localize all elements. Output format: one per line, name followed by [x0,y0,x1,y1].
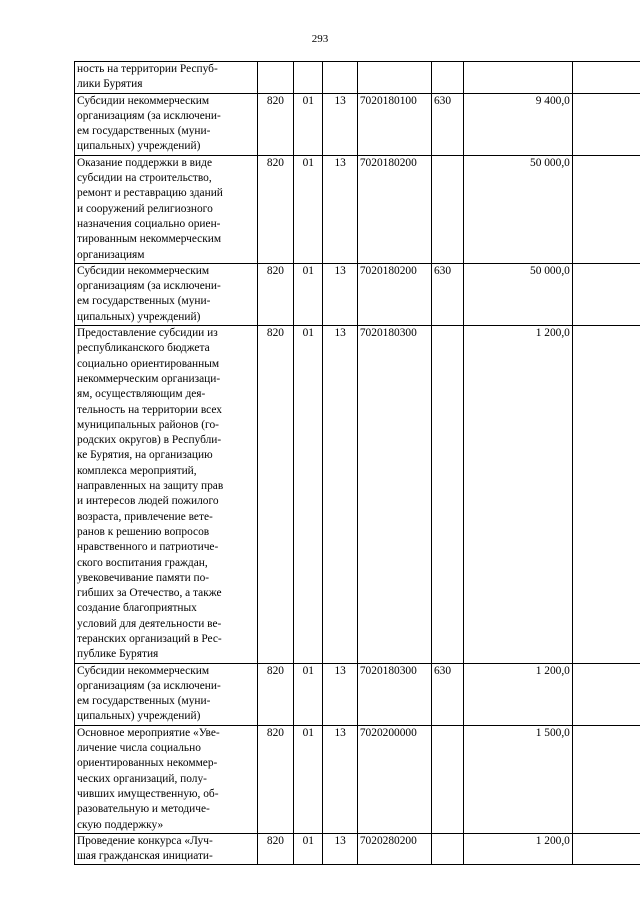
row-name-line: публике Бурятия [77,648,159,661]
empty-cell [572,93,640,155]
expense-type-cell: 630 [431,663,463,725]
row-name-line: личение числа социально [77,742,201,755]
expense-type-cell [431,155,463,263]
amount-cell [464,62,573,94]
row-name-line: тельность на территории всех [77,403,222,416]
row-name-line: Оказание поддержки в виде [77,156,212,169]
row-name-line: скую поддержку» [77,818,164,831]
section-cell [294,62,323,94]
row-name-line: Основное мероприятие «Уве- [77,726,220,739]
row-name-line: родских округов) в Республи- [77,434,222,447]
row-name-line: гибших за Отечество, а также [77,587,222,600]
org-code-cell: 820 [257,725,294,833]
row-name-line: организациям (за исключени- [77,109,221,122]
row-name-line: теранских организаций в Рес- [77,632,222,645]
expense-type-cell [431,326,463,664]
table-row [75,62,640,94]
row-name-cell [75,326,258,664]
row-name-line: лики Бурятия [77,78,143,91]
row-name-line: ремонт и реставрацию зданий [77,187,223,200]
subsection-cell: 13 [323,725,357,833]
amount-cell: 1 200,0 [464,833,573,865]
empty-cell [572,833,640,865]
row-name-line: условий для деятельности ве- [77,617,222,630]
expense-type-cell [431,725,463,833]
empty-cell [572,62,640,94]
subsection-cell: 13 [323,663,357,725]
row-name-line: направленных на защиту прав [77,480,224,493]
org-code-cell: 820 [257,663,294,725]
org-code-cell: 820 [257,326,294,664]
budget-table [74,61,640,865]
row-name-line: комплекса мероприятий, [77,464,197,477]
empty-cell [572,663,640,725]
amount-cell: 50 000,0 [464,263,573,325]
section-cell: 01 [294,663,323,725]
table-row [75,326,640,664]
amount-cell: 9 400,0 [464,93,573,155]
page-number: 293 [311,33,329,45]
row-name-line: ем государственных (муни- [77,125,211,138]
amount-cell: 1 500,0 [464,725,573,833]
row-name-line: ципальных) учреждений) [77,710,201,723]
row-name-line: возраста, привлечение вете- [77,510,213,523]
target-article-cell: 7020180200 [357,155,431,263]
table-row [75,663,640,725]
target-article-cell: 7020180200 [357,263,431,325]
amount-cell: 1 200,0 [464,663,573,725]
row-name-line: и интересов людей пожилого [77,495,219,508]
budget-table-body [75,62,640,865]
row-name-line: нравственного и патриотиче- [77,541,219,554]
subsection-cell: 13 [323,833,357,865]
row-name-line: ям, осуществляющим дея- [77,388,206,401]
row-name-cell [75,663,258,725]
subsection-cell: 13 [323,155,357,263]
row-name-line: ранов к решению вопросов [77,525,210,538]
section-cell: 01 [294,326,323,664]
section-cell: 01 [294,725,323,833]
expense-type-cell: 630 [431,263,463,325]
row-name-line: муниципальных районов (го- [77,418,219,431]
org-code-cell: 820 [257,93,294,155]
org-code-cell: 820 [257,833,294,865]
row-name-cell [75,93,258,155]
row-name-line: ского воспитания граждан, [77,556,208,569]
row-name-line: назначения социально ориен- [77,217,221,230]
section-cell: 01 [294,93,323,155]
row-name-line: ципальных) учреждений) [77,310,201,323]
target-article-cell: 7020180100 [357,93,431,155]
org-code-cell: 820 [257,263,294,325]
row-name-line: организациям (за исключени- [77,280,221,293]
row-name-line: тированным некоммерческим [77,233,222,246]
row-name-cell [75,833,258,865]
row-name-line: ципальных) учреждений) [77,140,201,153]
row-name-cell [75,155,258,263]
row-name-cell [75,725,258,833]
row-name-cell [75,62,258,94]
org-code-cell [257,62,294,94]
row-name-line: ем государственных (муни- [77,695,211,708]
expense-type-cell [431,833,463,865]
amount-cell: 50 000,0 [464,155,573,263]
table-row [75,155,640,263]
row-name-line: разовательную и методиче- [77,803,210,816]
row-name-line: республиканского бюджета [77,342,210,355]
empty-cell [572,263,640,325]
section-cell: 01 [294,263,323,325]
expense-type-cell: 630 [431,93,463,155]
subsection-cell [323,62,357,94]
row-name-line: ке Бурятия, на организацию [77,449,213,462]
row-name-line: некоммерческим организаци- [77,372,221,385]
table-row [75,725,640,833]
row-name-line: Субсидии некоммерческим [77,264,210,277]
row-name-line: увековечивание памяти по- [77,571,210,584]
row-name-line: Субсидии некоммерческим [77,664,210,677]
row-name-line: ем государственных (муни- [77,295,211,308]
row-name-cell [75,263,258,325]
target-article-cell: 7020180300 [357,326,431,664]
row-name-line: ческих организаций, полу- [77,772,207,785]
row-name-line: и сооружений религиозного [77,202,213,215]
subsection-cell: 13 [323,263,357,325]
target-article-cell: 7020280200 [357,833,431,865]
table-row [75,833,640,865]
expense-type-cell [431,62,463,94]
target-article-cell: 7020200000 [357,725,431,833]
row-name-line: ность на территории Респуб- [77,63,218,75]
row-name-line: шая гражданская инициати- [77,850,213,863]
target-article-cell: 7020180300 [357,663,431,725]
row-name-line: чивших имущественную, об- [77,787,219,800]
row-name-line: ориентированных некоммер- [77,757,218,770]
target-article-cell [357,62,431,94]
row-name-line: организациям (за исключени- [77,679,221,692]
empty-cell [572,326,640,664]
row-name-line: субсидии на строительство, [77,172,212,185]
subsection-cell: 13 [323,326,357,664]
subsection-cell: 13 [323,93,357,155]
row-name-line: Предоставление субсидии из [77,327,218,340]
amount-cell: 1 200,0 [464,326,573,664]
section-cell: 01 [294,155,323,263]
empty-cell [572,725,640,833]
table-row [75,263,640,325]
row-name-line: социально ориентированным [77,357,220,370]
table-row [75,93,640,155]
org-code-cell: 820 [257,155,294,263]
row-name-line: организациям [77,248,145,261]
section-cell: 01 [294,833,323,865]
empty-cell [572,155,640,263]
row-name-line: создание благоприятных [77,602,197,615]
row-name-line: Проведение конкурса «Луч- [77,834,213,847]
row-name-line: Субсидии некоммерческим [77,94,210,107]
